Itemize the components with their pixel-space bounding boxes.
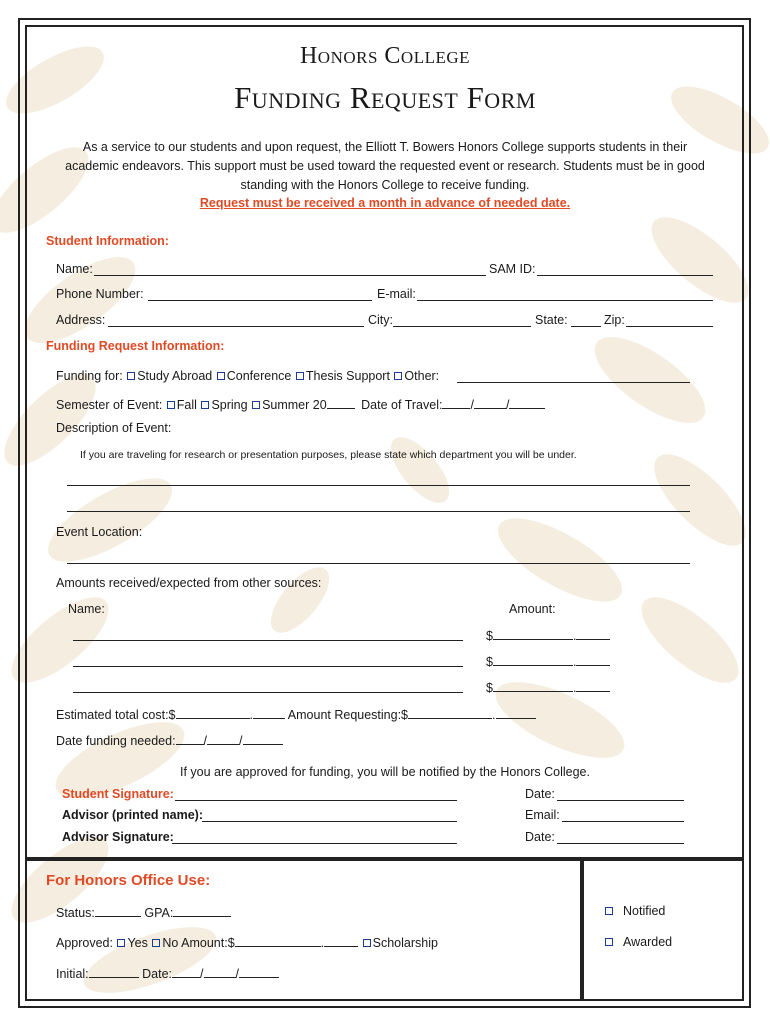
phone-label: Phone Number:: [56, 287, 144, 301]
approved-row: Approved: Yes No Amount:$ . Scholarship: [56, 936, 438, 950]
description-note: If you are traveling for research or presentation purposes, please state which department you will be under.: [80, 449, 577, 461]
advisor-date-field[interactable]: [557, 843, 684, 844]
dollar-sign: $: [486, 629, 493, 643]
travel-date-label: Date of Travel:: [361, 398, 443, 412]
advisor-signature-field[interactable]: [172, 843, 457, 844]
summer-label: Summer 20: [262, 398, 327, 412]
needed-year-field[interactable]: [243, 732, 283, 745]
phone-field[interactable]: [148, 300, 372, 301]
estimated-dollars-field[interactable]: [176, 706, 250, 719]
dollar-sign: $: [486, 655, 493, 669]
source-cents-field-1[interactable]: [576, 627, 610, 640]
study-abroad-checkbox[interactable]: [127, 372, 135, 380]
advisor-date-label: Date:: [525, 830, 555, 844]
description-line-2[interactable]: [67, 511, 690, 512]
thesis-support-checkbox[interactable]: [296, 372, 304, 380]
travel-year-field[interactable]: [509, 396, 545, 409]
yes-checkbox[interactable]: [117, 939, 125, 947]
state-field[interactable]: [571, 326, 601, 327]
city-label: City:: [368, 313, 393, 327]
approval-note: If you are approved for funding, you will be notified by the Honors College.: [180, 765, 590, 779]
address-field[interactable]: [108, 326, 364, 327]
office-dollars-field[interactable]: [235, 934, 321, 947]
conference-label: Conference: [226, 369, 292, 383]
notified-row: [604, 904, 665, 918]
funding-for-label: Funding for:: [56, 369, 123, 383]
source-name-field-3[interactable]: [73, 692, 463, 693]
other-field[interactable]: [457, 382, 690, 383]
scholarship-checkbox[interactable]: [363, 939, 371, 947]
awarded-row: [604, 935, 672, 949]
status-label: Status:: [56, 906, 95, 920]
zip-label: Zip:: [604, 313, 625, 327]
awarded-label: Awarded: [623, 935, 673, 949]
cost-row: Estimated total cost:$ . Amount Requesting:$ .: [56, 706, 536, 722]
semester-label: Semester of Event:: [56, 398, 163, 412]
spring-checkbox[interactable]: [201, 401, 209, 409]
amount-requesting-label: Amount Requesting:$: [287, 708, 409, 722]
travel-day-field[interactable]: [474, 396, 506, 409]
other-checkbox[interactable]: [394, 372, 402, 380]
spring-label: Spring: [211, 398, 248, 412]
advisor-name-field[interactable]: [202, 821, 457, 822]
conference-checkbox[interactable]: [217, 372, 225, 380]
source-amount-row-3: $ .: [486, 679, 610, 695]
date-needed-row: Date funding needed: / /: [56, 732, 283, 748]
no-label: No: [162, 936, 179, 950]
address-label: Address:: [56, 313, 106, 327]
estimated-cost-label: Estimated total cost:$: [56, 708, 176, 722]
city-field[interactable]: [393, 326, 531, 327]
scholarship-label: Scholarship: [372, 936, 438, 950]
gpa-field[interactable]: [173, 904, 231, 917]
name-field[interactable]: [94, 275, 486, 276]
yes-label: Yes: [127, 936, 148, 950]
fall-label: Fall: [176, 398, 197, 412]
thesis-support-label: Thesis Support: [305, 369, 390, 383]
office-date-label: Date:: [142, 967, 173, 981]
source-dollars-field-2[interactable]: [493, 653, 573, 666]
office-month-field[interactable]: [172, 965, 200, 978]
semester-row: Semester of Event: Fall Spring Summer 20 Date of Travel: / /: [56, 396, 545, 412]
gpa-label: GPA:: [144, 906, 174, 920]
student-info-heading: Student Information:: [46, 234, 169, 248]
intro-paragraph: As a service to our students and upon request, the Elliott T. Bowers Honors College supports students in their academic endeavors. This support must be used toward the requested event or research. Students must be in good standing with the Honors College to receive funding.: [65, 140, 705, 192]
initial-field[interactable]: [89, 965, 139, 978]
deadline-notice: Request must be received a month in advance of needed date.: [199, 196, 571, 210]
office-use-heading: For Honors Office Use:: [46, 872, 211, 889]
page-title-line1: Honors College: [299, 43, 471, 69]
approved-label: Approved:: [56, 936, 113, 950]
funding-for-row: [56, 369, 439, 383]
advisor-signature-label: Advisor Signature:: [62, 830, 174, 844]
office-year-field[interactable]: [239, 965, 279, 978]
email-label: E-mail:: [377, 287, 416, 301]
source-amount-header: Amount:: [509, 602, 556, 616]
office-day-field[interactable]: [204, 965, 236, 978]
summer-year-field[interactable]: [327, 396, 355, 409]
needed-day-field[interactable]: [207, 732, 239, 745]
student-signature-field[interactable]: [175, 800, 457, 801]
status-row: [56, 904, 231, 920]
source-dollars-field-1[interactable]: [493, 627, 573, 640]
notified-checkbox[interactable]: [605, 907, 613, 915]
status-field[interactable]: [95, 904, 141, 917]
source-amount-row-2: $ .: [486, 653, 610, 669]
state-label: State:: [535, 313, 568, 327]
no-checkbox[interactable]: [152, 939, 160, 947]
source-name-header: Name:: [68, 602, 105, 616]
advisor-name-label: Advisor (printed name):: [62, 808, 203, 822]
travel-month-field[interactable]: [442, 396, 470, 409]
dollar-sign: $: [486, 681, 493, 695]
event-location-field[interactable]: [67, 563, 690, 564]
source-dollars-field-3[interactable]: [493, 679, 573, 692]
initial-row: Initial: Date: / /: [56, 965, 279, 981]
awarded-checkbox[interactable]: [605, 938, 613, 946]
sam-id-field[interactable]: [537, 275, 713, 276]
description-label: Description of Event:: [56, 421, 172, 435]
office-cents-field[interactable]: [324, 934, 358, 947]
student-signature-label: Student Signature:: [62, 787, 174, 801]
event-location-label: Event Location:: [56, 525, 143, 539]
study-abroad-label: Study Abroad: [137, 369, 213, 383]
description-line-1[interactable]: [67, 485, 690, 486]
needed-month-field[interactable]: [176, 732, 204, 745]
source-name-field-1[interactable]: [73, 640, 463, 641]
date-needed-label: Date funding needed:: [56, 734, 176, 748]
email-field[interactable]: [417, 300, 713, 301]
student-date-label: Date:: [525, 787, 555, 801]
funding-info-heading: Funding Request Information:: [46, 339, 225, 353]
requesting-dollars-field[interactable]: [408, 706, 492, 719]
source-cents-field-2[interactable]: [576, 653, 610, 666]
name-label: Name:: [56, 262, 93, 276]
zip-field[interactable]: [626, 326, 713, 327]
source-name-field-2[interactable]: [73, 666, 463, 667]
initial-label: Initial:: [56, 967, 89, 981]
page-title-line2: Funding Request Form: [234, 80, 536, 115]
notified-label: Notified: [623, 904, 666, 918]
other-label: Other:: [404, 369, 440, 383]
sam-id-label: SAM ID:: [489, 262, 536, 276]
student-date-field[interactable]: [557, 800, 684, 801]
other-sources-label: Amounts received/expected from other sources:: [56, 576, 322, 590]
estimated-cents-field[interactable]: [253, 706, 285, 719]
fall-checkbox[interactable]: [167, 401, 175, 409]
advisor-email-field[interactable]: [562, 821, 684, 822]
source-cents-field-3[interactable]: [576, 679, 610, 692]
advisor-email-label: Email:: [525, 808, 560, 822]
summer-checkbox[interactable]: [252, 401, 260, 409]
amount-label: Amount:$: [181, 936, 235, 950]
requesting-cents-field[interactable]: [496, 706, 536, 719]
source-amount-row-1: $ .: [486, 627, 610, 643]
